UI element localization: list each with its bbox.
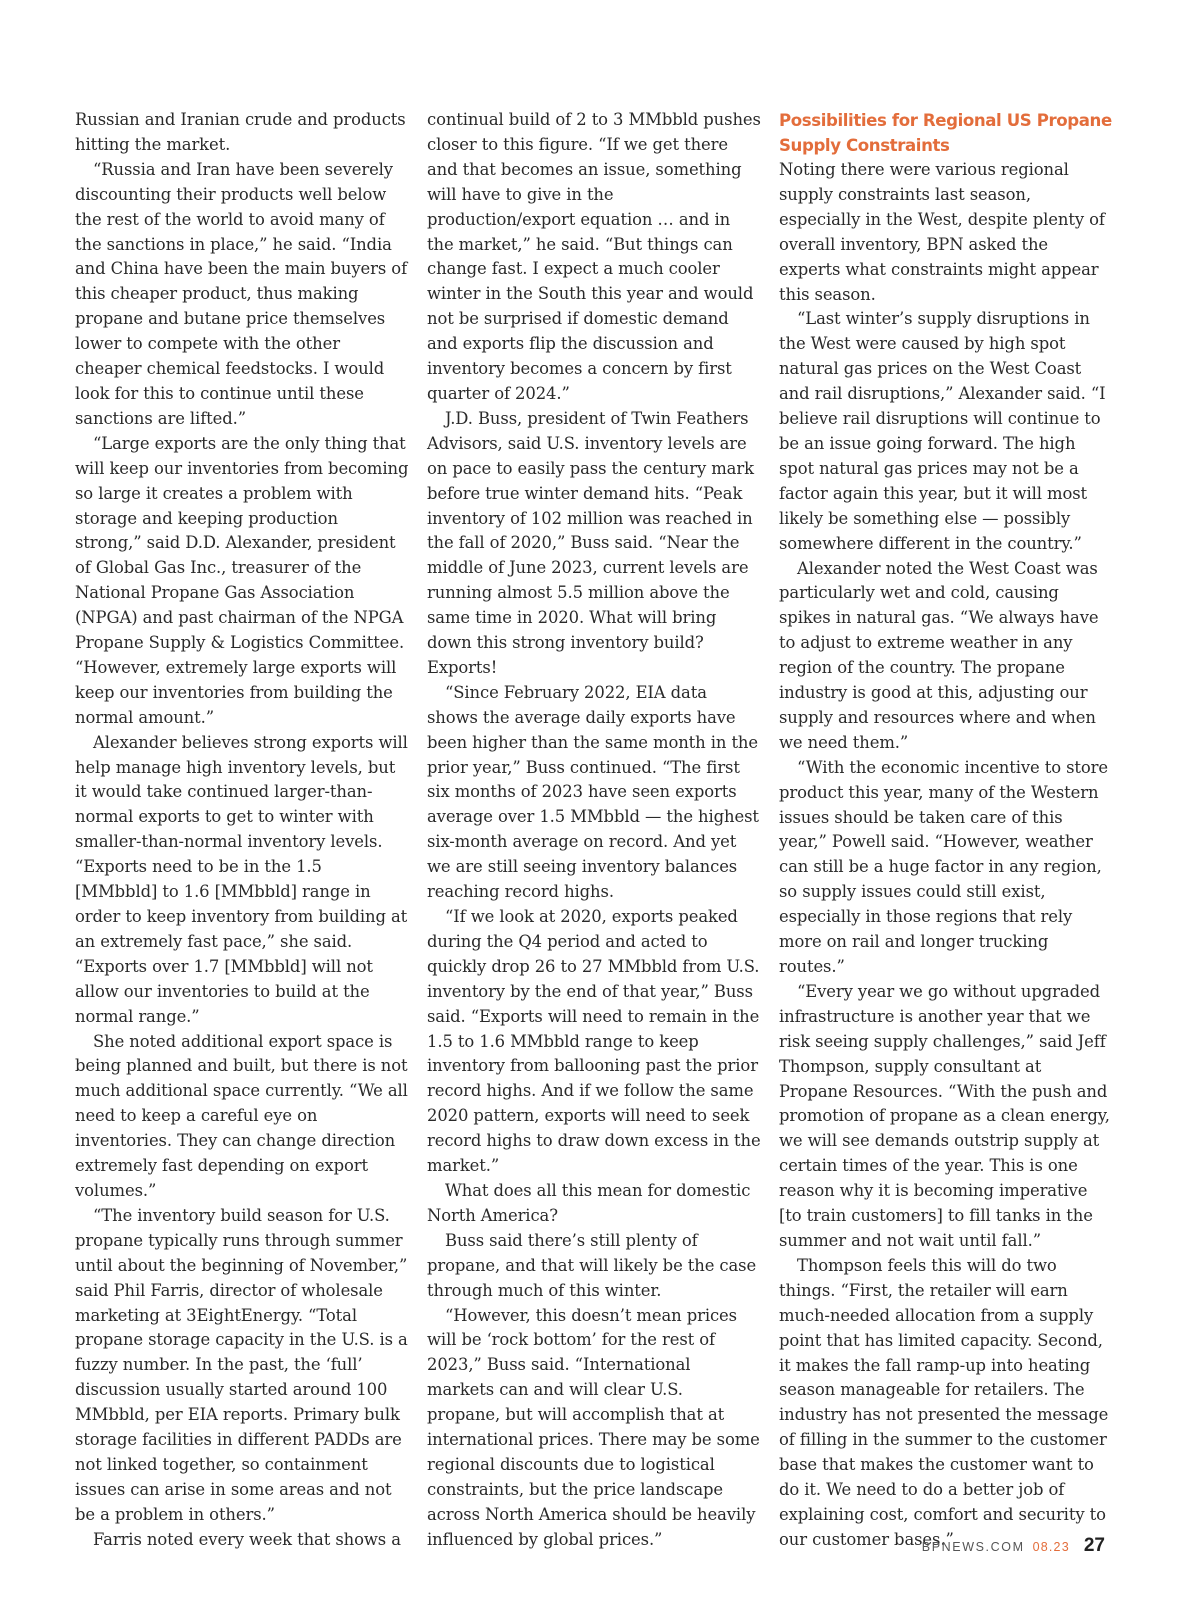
paragraph: Alexander noted the West Coast was particularly wet and cold, causing spikes in natural gas. “We always have to adjust to extreme weather in any region of the country. The propane industry is good at this, adjusting our supply and resources where and when we need them.” xyxy=(779,558,1099,752)
paragraph: Buss said there’s still plenty of propane, and that will likely be the case through much of this winter. xyxy=(427,1230,757,1300)
section-subhead: Possibilities for Regional US Propane Supply Constraints xyxy=(779,111,1112,155)
paragraph: “Since February 2022, EIA data shows the average daily exports have been higher than the same month in the prior year,” Buss continued. “The first six months of 2023 have seen exports average over 1.5 MMbbld — the highest six-month average on record. And yet we are still seeing inventory balances reaching record highs. xyxy=(427,682,759,902)
paragraph: “Large exports are the only thing that will keep our inventories from becoming so large it creates a problem with storage and keeping production strong,” said D.D. Alexander, president of Global Gas Inc., treasurer of the National Propane Gas Association (NPGA) and past chairman of the NPGA Propane Supply & Logistics Committee. “However, extremely large exports will keep our inventories from building the normal amount.” xyxy=(75,433,409,727)
paragraph: “The inventory build season for U.S. propane typically runs through summer until about the beginning of November,” said Phil Farris, director of wholesale marketing at 3EightEnergy. “Total propane storage capacity in the U.S. is a fuzzy number. In the past, the ‘full’ discussion usually started around 100 MMbbld, per EIA reports. Primary bulk storage facilities in different PADDs are not linked together, so containment issues can arise in some areas and not be a problem in others.” xyxy=(75,1205,408,1524)
paragraph: Thompson feels this will do two things. “First, the retailer will earn much-needed allocation from a supply point that has limited capacity. Second, it makes the fall ramp-up into heating season manageable for retailers. The industry has not presented the message of filling in the summer to the customer base that makes the customer want to do it. We need to do a better job of explaining cost, comfort and security to our customer bases.” xyxy=(779,1255,1109,1549)
paragraph: “Last winter’s supply disruptions in the West were caused by high spot natural gas prices on the West Coast and rail disruptions,” Alexander said. “I believe rail disruptions will continue to be an issue going forward. The high spot natural gas prices may not be a factor again this year, but it will most likely be something else — possibly somewhere different in the country.” xyxy=(779,309,1106,553)
paragraph: What does all this mean for domestic North America? xyxy=(427,1180,751,1225)
footer-site-url: BPNEWS.COM xyxy=(921,1540,1025,1554)
paragraph: “Russia and Iran have been severely discounting their products well below the rest of the world to avoid many of the sanctions in place,” he said. “India and China have been the main buyers of this cheaper product, thus making propane and butane price themselves lower to compete with the other cheaper chemical feedstocks. I would look for this to continue until these sanctions are lifted.” xyxy=(75,159,408,428)
paragraph: “With the economic incentive to store product this year, many of the Western issues should be taken care of this year,” Powell said. “However, weather can still be a huge factor in any region, so supply issues could still exist, especially in those regions that rely more on rail and longer trucking routes.” xyxy=(779,757,1108,976)
paragraph: “If we look at 2020, exports peaked during the Q4 period and acted to quickly drop 26 to 27 MMbbld from U.S. inventory by the end of that year,” Buss said. “Exports will need to remain in the 1.5 to 1.6 MMbbld range to keep inventory from ballooning past the prior record highs. And if we follow the same 2020 pattern, exports will need to seek record highs to draw down excess in the market.” xyxy=(427,907,761,1176)
paragraph: continual build of 2 to 3 MMbbld pushes closer to this figure. “If we get there and that becomes an issue, something will have to give in the production/export equation … and in the market,” he said. “But things can change fast. I expect a much cooler winter in the South this year and would not be surprised if domestic demand and exports flip the discussion and inventory becomes a concern by first quarter of 2024.” xyxy=(427,110,761,403)
article-column-3 xyxy=(779,108,1113,1553)
article-column-1 xyxy=(75,108,409,1553)
paragraph: “Every year we go without upgraded infrastructure is another year that we risk seeing supply challenges,” said Jeff Thompson, supply consultant at Propane Resources. “With the push and promotion of propane as a clean energy, we will see demands outstrip supply at certain times of the year. This is one reason why it is becoming imperative [to train customers] to fill tanks in the summer and not wait until fall.” xyxy=(779,981,1110,1250)
article-column-2 xyxy=(427,108,761,1553)
paragraph: “However, this doesn’t mean prices will be ‘rock bottom’ for the rest of 2023,” Buss said. “International markets can and will clear U.S. propane, but will accomplish that at international prices. There may be some regional discounts due to logistical constraints, but the price landscape across North America should be heavily influenced by global prices.” xyxy=(427,1305,760,1549)
page-number: 27 xyxy=(1083,1535,1105,1556)
paragraph: She noted additional export space is being planned and built, but there is not much additional space currently. “We all need to keep a careful eye on inventories. They can change direction extremely fast depending on export volumes.” xyxy=(75,1031,408,1200)
paragraph: J.D. Buss, president of Twin Feathers Advisors, said U.S. inventory levels are on pace to easily pass the century mark before true winter demand hits. “Peak inventory of 102 million was reached in the fall of 2020,” Buss said. “Near the middle of June 2023, current levels are running almost 5.5 million above the same time in 2020. What will bring down this strong inventory build? Exports! xyxy=(427,408,754,677)
page-footer xyxy=(922,1535,1105,1557)
paragraph: Russian and Iranian crude and products hitting the market. xyxy=(75,110,406,154)
paragraph: Noting there were various regional supply constraints last season, especially in the West, despite plenty of overall inventory, BPN asked the experts what constraints might appear this season. xyxy=(779,160,1105,304)
footer-issue-date: 08.23 xyxy=(1032,1540,1070,1554)
paragraph: Farris noted every week that shows a xyxy=(93,1529,401,1549)
paragraph: Alexander believes strong exports will help manage high inventory levels, but it would take continued larger-than-normal exports to get to winter with smaller-than-normal inventory levels. “Exports need to be in the 1.5 [MMbbld] to 1.6 [MMbbld] range in order to keep inventory from building at an extremely fast pace,” she said. “Exports over 1.7 [MMbbld] will not allow our inventories to build at the normal range.” xyxy=(75,732,408,1026)
